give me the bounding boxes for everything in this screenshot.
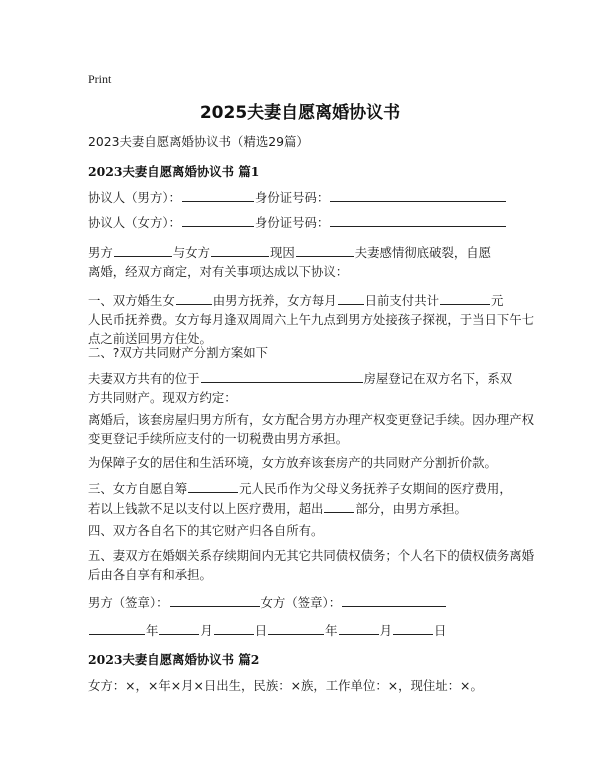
date-year: 年 bbox=[325, 623, 338, 638]
c5-line1: 五、妻双方在婚姻关系存续期间内无其它共同债权债务；个人名下的债权债务离婚 bbox=[88, 548, 535, 563]
c3-line2a: 若以上钱款不足以支付以上医疗费用，超出 bbox=[88, 501, 324, 516]
c1-c: 日前支付共计 bbox=[364, 293, 439, 308]
c3-line2b: 部分，由男方承担。 bbox=[355, 501, 467, 516]
clause-2a bbox=[88, 368, 518, 407]
month-blank bbox=[159, 620, 199, 635]
c1-d: 元 bbox=[490, 293, 504, 308]
date-year: 年 bbox=[146, 623, 159, 638]
c2a-line2: 方共同财产。现双方约定： bbox=[88, 390, 237, 405]
clause-4: 四、双方各自名下的其它财产归各自所有。 bbox=[88, 523, 324, 538]
blank bbox=[338, 290, 364, 305]
section-1-heading: 2023夫妻自愿离婚协议书 篇1 bbox=[88, 164, 260, 179]
c1-line3: 点之前送回男方住处。 bbox=[88, 331, 212, 346]
day-blank bbox=[214, 620, 254, 635]
id-blank bbox=[330, 212, 506, 227]
blank bbox=[440, 290, 490, 305]
id-label: 身份证号码： bbox=[254, 215, 330, 230]
blank bbox=[188, 478, 238, 493]
section-2-line1: 女方：×，×年×月×日出生，民族：×族，工作单位：×，现住址：×。 bbox=[88, 678, 483, 693]
section-2-heading: 2023夫妻自愿离婚协议书 篇2 bbox=[88, 652, 260, 667]
document-title: 2025夫妻自愿离婚协议书 bbox=[199, 103, 401, 123]
blank bbox=[114, 242, 172, 257]
intro-d: 夫妻感情彻底破裂，自愿 bbox=[354, 245, 492, 260]
c3-b: 元人民币作为父母义务抚养子女期间的医疗费用， bbox=[239, 481, 512, 496]
sign-female-blank bbox=[342, 592, 446, 607]
year-blank bbox=[268, 620, 324, 635]
signature-line bbox=[88, 592, 518, 612]
id-blank bbox=[330, 187, 506, 202]
date-month: 月 bbox=[379, 623, 392, 638]
c2a-b: 房屋登记在双方名下，系双 bbox=[363, 371, 513, 386]
clause-1 bbox=[88, 290, 535, 348]
date-day: 日 bbox=[433, 623, 447, 638]
intro-paragraph bbox=[88, 242, 518, 281]
sign-male-blank bbox=[170, 592, 260, 607]
intro-a: 男方 bbox=[88, 245, 113, 260]
date-month: 月 bbox=[200, 623, 213, 638]
year-blank bbox=[89, 620, 145, 635]
clause-2c: 为保障子女的居住和生活环境，女方放弃该套房产的共同财产分割折价款。 bbox=[88, 455, 497, 470]
sign-female-label: 女方（签章）： bbox=[260, 595, 342, 610]
c2a-a: 夫妻双方共有的位于 bbox=[88, 371, 200, 386]
c3-a: 三、女方自愿自筹 bbox=[88, 481, 188, 496]
intro-b: 与女方 bbox=[172, 245, 210, 260]
party-female-blank bbox=[182, 212, 254, 227]
c2b-line1: 离婚后，该套房屋归男方所有，女方配合男方办理产权变更登记手续。因办理产权 bbox=[88, 412, 535, 427]
blank bbox=[296, 242, 354, 257]
c5-line2: 后由各自享有和承担。 bbox=[88, 567, 212, 582]
date-day: 日 bbox=[254, 623, 268, 638]
id-label: 身份证号码： bbox=[254, 190, 330, 205]
month-blank bbox=[339, 620, 379, 635]
party-male-blank bbox=[182, 187, 254, 202]
c1-line2: 人民币抚养费。女方每月逢双周周六上午九点到男方处接孩子探视，于当日下午七 bbox=[88, 312, 535, 327]
blank bbox=[176, 290, 212, 305]
clause-3 bbox=[88, 478, 518, 518]
date-line bbox=[88, 620, 518, 640]
clause-2-heading: 二、?双方共同财产分割方案如下 bbox=[88, 345, 269, 360]
blank bbox=[211, 242, 269, 257]
print-link[interactable]: Print bbox=[88, 72, 112, 86]
party-male-line bbox=[88, 187, 518, 207]
address-blank bbox=[201, 368, 363, 383]
day-blank bbox=[393, 620, 433, 635]
clause-2b bbox=[88, 410, 535, 448]
c1-a: 一、双方婚生女 bbox=[88, 293, 175, 308]
party-female-label: 协议人（女方）： bbox=[88, 215, 181, 230]
c1-b: 由男方抚养，女方每月 bbox=[212, 293, 337, 308]
sign-male-label: 男方（签章）： bbox=[88, 595, 169, 610]
c2b-line2: 变更登记手续所应支付的一切税费由男方承担。 bbox=[88, 431, 349, 446]
clause-5 bbox=[88, 546, 535, 584]
party-female-line bbox=[88, 212, 518, 232]
document-subtitle: 2023夫妻自愿离婚协议书（精选29篇） bbox=[88, 134, 309, 149]
blank bbox=[324, 498, 354, 513]
party-male-label: 协议人（男方）： bbox=[88, 190, 181, 205]
intro-line2: 离婚，经双方商定，对有关事项达成以下协议： bbox=[88, 264, 349, 279]
intro-c: 现因 bbox=[269, 245, 295, 260]
